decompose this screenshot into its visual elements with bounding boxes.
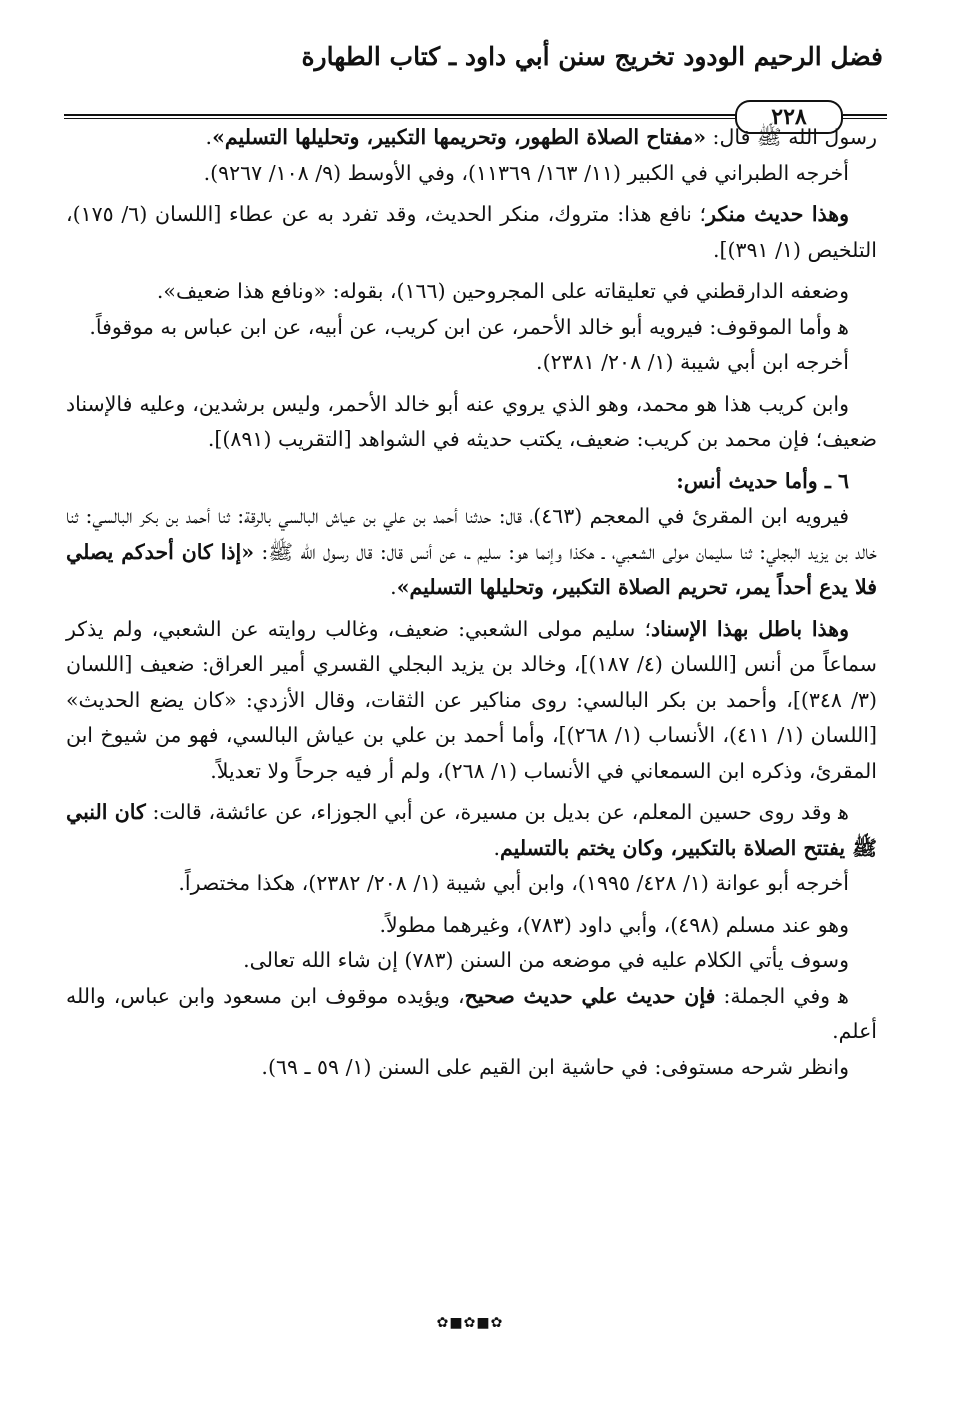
paragraph-14: وسوف يأتي الكلام عليه في موضعه من السنن (٧٨٣) إن شاء الله تعالى.: [243, 948, 849, 972]
bold-phrase: كان النبي ﷺ يفتتح الصلاة بالتكبير، وكان يختم بالتسليم: [66, 800, 877, 860]
header-rule-right: [843, 114, 887, 119]
p1-text: رسول الله ﷺ قال: «مفتاح الصلاة الطهور، وتحريمها التكبير، وتحليلها التسليم».: [205, 125, 877, 149]
paragraph-11: ﻫ وقد روى حسين المعلم، عن بديل بن مسيرة، عن أبي الجوزاء، عن عائشة، قالت: كان النبي ﷺ يفتتح الصلاة بالتكبير، وكان يختم بالتسليم.: [66, 800, 877, 860]
header-rule-left: [64, 114, 737, 119]
heading-text: ٦ ـ وأما حديث أنس:: [676, 468, 849, 493]
paragraph-2: أخرجه الطبراني في الكبير (١١/ ١٦٣/ ١١٣٦٩)، وفي الأوسط (٩/ ١٠٨/ ٩٢٦٧).: [203, 160, 849, 185]
paragraph-13: وهو عند مسلم (٤٩٨)، وأبي داود (٧٨٣)، وغيرهما مطولاً.: [379, 912, 849, 937]
bold-phrase: وهذا حديث منكر: [706, 202, 849, 226]
bold-phrase: فإن حديث علي حديث صحيح: [464, 983, 716, 1008]
bold-phrase: «مفتاح الصلاة الطهور، وتحريمها التكبير، وتحليلها التسليم»: [212, 125, 707, 149]
paragraph-4: وضعفه الدارقطني في تعليقاته على المجروحين (١٦٦)، بقوله: «ونافع هذا ضعيف».: [156, 279, 849, 303]
paragraph-9: فيرويه ابن المقرئ في المعجم (٤٦٣)، قال: حدثنا أحمد بن علي بن عياش البالسي بالرقة: ثنا أحمد بن بكر البالسي: ثنا خالد بن يزيد البجلي: ثنا سليمان مولى الشعبي، ـ هكذا وإنما هو: سليم ـ، عن أنس قال: قال رسول الله ﷺ: «إذا كان أحدكم يصلي فلا يدع أحداً يمر، تحريم الصلاة التكبير، وتحليلها التسليم».: [66, 504, 877, 599]
paragraph-10: وهذا باطل بهذا الإسناد؛ سليم مولى الشعبي: ضعيف، وغالب روايته عن الشعبي، ولم يذكر سماعاً من أنس [اللسان (٤/ ١٨٧)]، وخالد بن يزيد البجلي القسري أمير العراق: ضعيف [اللسان (٣/ ٣٤٨)]، وأحمد بن بكر البالسي: روى مناكير عن الثقات، وقال الأزدي: «كان يضع الحديث» [اللسان (١/ ٤١١)، الأنساب (١/ ٢٦٨)]، وأما أحمد بن علي بن عياش البالسي، فهو من شيوخ ابن المقرئ، وذكره ابن السمعاني في الأنساب (١/ ٢٦٨)، ولم أر فيه جرحاً ولا تعديلاً.: [66, 616, 877, 783]
paragraph-15: ﻫ وفي الجملة: فإن حديث علي حديث صحيح، ويؤيده موقوف ابن مسعود وابن عباس، والله أعلم.: [66, 983, 877, 1043]
bold-phrase: «إذا كان أحدكم يصلي فلا يدع أحداً يمر، تحريم الصلاة التكبير، وتحليلها التسليم»: [66, 539, 877, 599]
page-body: [66, 120, 877, 1085]
page-header: [64, 42, 887, 130]
page-number: ٢٢٨: [735, 100, 843, 134]
paragraph-1: [66, 120, 877, 156]
section-heading-anas: [66, 464, 877, 500]
paragraph-6: أخرجه ابن أبي شيبة (١/ ٢٠٨/ ٢٣٨١).: [536, 350, 849, 374]
end-ornament: ✿■✿■✿: [436, 1315, 504, 1331]
bold-phrase: وهذا باطل بهذا الإسناد: [651, 616, 849, 641]
paragraph-7: وابن كريب هذا هو محمد، وهو الذي يروي عنه أبو خالد الأحمر، وليس برشدين، وعليه فالإسناد ضعيف؛ فإن محمد بن كريب: ضعيف، يكتب حديثه في الشواهد [التقريب (٨٩١)].: [66, 391, 877, 451]
paragraph-3: وهذا حديث منكر؛ نافع هذا: متروك، منكر الحديث، وقد تفرد به عن عطاء [اللسان (٦/ ١٧٥)، التلخيص (١/ ٣٩١)].: [66, 202, 877, 262]
paragraph-16: وانظر شرحه مستوفى: في حاشية ابن القيم على السنن (١/ ٥٩ ـ ٦٩).: [261, 1054, 849, 1079]
running-title: فضل الرحيم الودود تخريج سنن أبي داود ـ كتاب الطهارة: [301, 42, 883, 71]
paragraph-5: ﻫ وأما الموقوف: فيرويه أبو خالد الأحمر، عن ابن كريب، عن أبيه، عن ابن عباس به موقوفاً.: [89, 314, 849, 339]
paragraph-12: أخرجه أبو عوانة (١/ ٤٢٨/ ١٩٩٥)، وابن أبي شيبة (١/ ٢٠٨/ ٢٣٨٢)، هكذا مختصراً.: [178, 871, 849, 895]
